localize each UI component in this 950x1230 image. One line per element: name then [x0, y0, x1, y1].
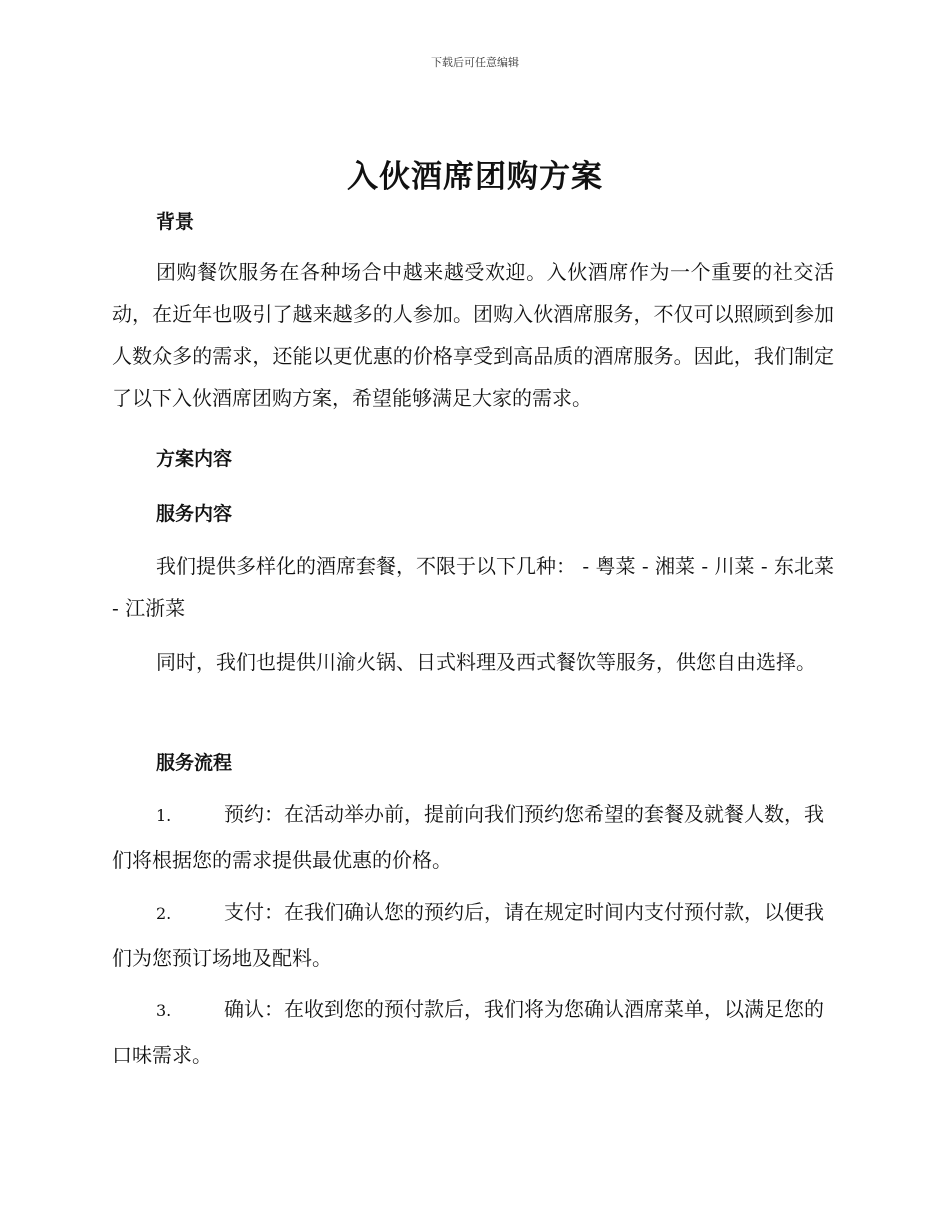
process-item-2: [112, 890, 834, 980]
list-number: 3.: [156, 1001, 172, 1020]
list-number: 2.: [156, 904, 172, 923]
service-paragraph-1: 我们提供多样化的酒席套餐，不限于以下几种： - 粤菜 - 湘菜 - 川菜 - 东北菜 - 江浙菜: [112, 554, 834, 620]
plan-heading: 方案内容: [156, 448, 233, 470]
process-item-3: [112, 987, 834, 1077]
background-heading: 背景: [156, 211, 195, 233]
process-item-1: [112, 792, 834, 882]
list-text: 支付：在我们确认您的预约后，请在规定时间内支付预付款，以便我们为您预订场地及配料。: [112, 900, 824, 970]
background-paragraph: 团购餐饮服务在各种场合中越来越受欢迎。入伙酒席作为一个重要的社交活动，在近年也吸引了越来越多的人参加。团购入伙酒席服务，不仅可以照顾到参加人数众多的需求，还能以更优惠的价格享受到高品质的酒席服务。因此，我们制定了以下入伙酒席团购方案，希望能够满足大家的需求。: [112, 260, 834, 410]
page-title: 入伙酒席团购方案: [347, 159, 603, 195]
process-heading: 服务流程: [156, 752, 233, 774]
list-number: 1.: [156, 806, 172, 825]
service-heading: 服务内容: [156, 503, 233, 525]
list-text: 确认：在收到您的预付款后，我们将为您确认酒席菜单，以满足您的口味需求。: [112, 997, 824, 1067]
service-paragraph-2: 同时，我们也提供川渝火锅、日式料理及西式餐饮等服务，供您自由选择。: [156, 650, 816, 674]
header-note: 下载后可任意编辑: [431, 56, 519, 69]
list-text: 预约：在活动举办前，提前向我们预约您希望的套餐及就餐人数，我们将根据您的需求提供最优惠的价格。: [112, 802, 824, 872]
